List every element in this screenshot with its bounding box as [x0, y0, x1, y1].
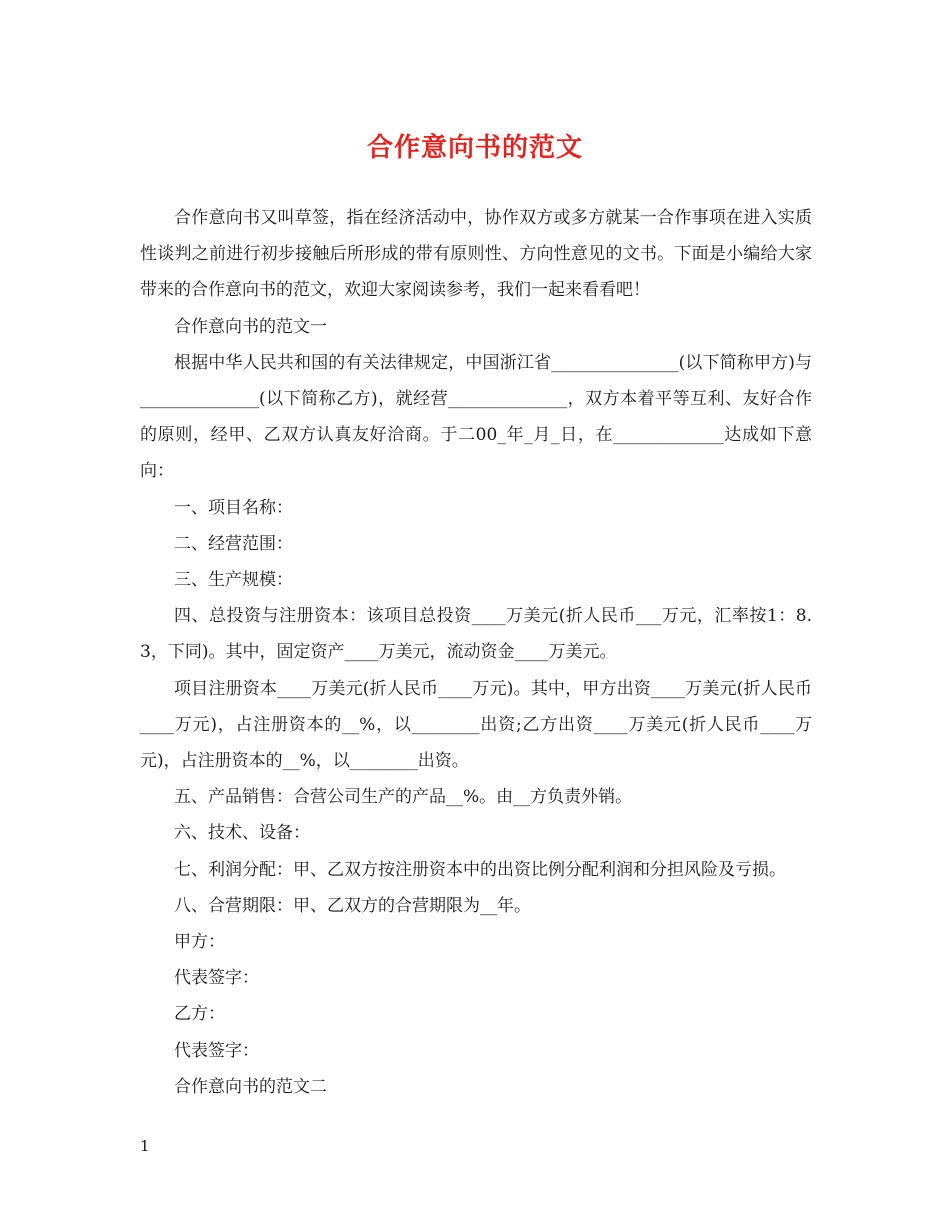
clause-project-name: 一、项目名称： — [174, 497, 293, 518]
party-a-signature-label: 代表签字： — [174, 968, 259, 989]
clause-joint-venture-term: 八、合营期限：甲、乙双方的合营期限为__年。 — [174, 895, 531, 916]
clause-registered-capital: 项目注册资本____万美元(折人民币____万元)。其中，甲方出资____万美元(折人民币____万元)，占注册资本的__%，以________出资;乙方出资____万美元(折人民币____万元)，占注册资本的__%，以________出资。 — [140, 678, 812, 772]
clause-profit-distribution: 七、利润分配：甲、乙双方按注册资本中的出资比例分配利润和分担风险及亏损。 — [174, 859, 786, 880]
document-title: 合作意向书的范文 — [366, 133, 583, 163]
party-a-label: 甲方： — [174, 932, 225, 953]
clause-business-scope: 二、经营范围： — [174, 533, 293, 554]
document-body — [140, 200, 812, 1105]
party-b-label: 乙方： — [174, 1004, 225, 1025]
clause-technology-equipment: 六、技术、设备： — [174, 823, 310, 844]
clause-production-scale: 三、生产规模： — [174, 570, 293, 591]
party-b-signature-label: 代表签字： — [174, 1040, 259, 1061]
section-heading-sample-one: 合作意向书的范文一 — [174, 316, 327, 337]
clause-total-investment: 四、总投资与注册资本：该项目总投资____万美元(折人民币___万元，汇率按1：8.3，下同)。其中，固定资产____万美元，流动资金____万美元。 — [140, 606, 812, 663]
page-number: 1 — [140, 1137, 150, 1155]
clause-product-sales: 五、产品销售：合营公司生产的产品__%。由__方负责外销。 — [174, 787, 633, 808]
intro-paragraph: 合作意向书又叫草签，指在经济活动中，协作双方或多方就某一合作事项在进入实质性谈判之前进行初步接触后所形成的带有原则性、方向性意见的文书。下面是小编给大家带来的合作意向书的范文，欢迎大家阅读参考，我们一起来看看吧！ — [140, 208, 812, 301]
agreement-preamble: 根据中华人民共和国的有关法律规定，中国浙江省_______________(以下简称甲方)与______________(以下简称乙方)，就经营______________，双方本着平等互利、友好合作的原则，经甲、乙双方认真友好洽商。于二00_年_月_日，在_____________达成如下意向： — [140, 352, 812, 482]
section-heading-sample-two: 合作意向书的范文二 — [174, 1076, 327, 1097]
